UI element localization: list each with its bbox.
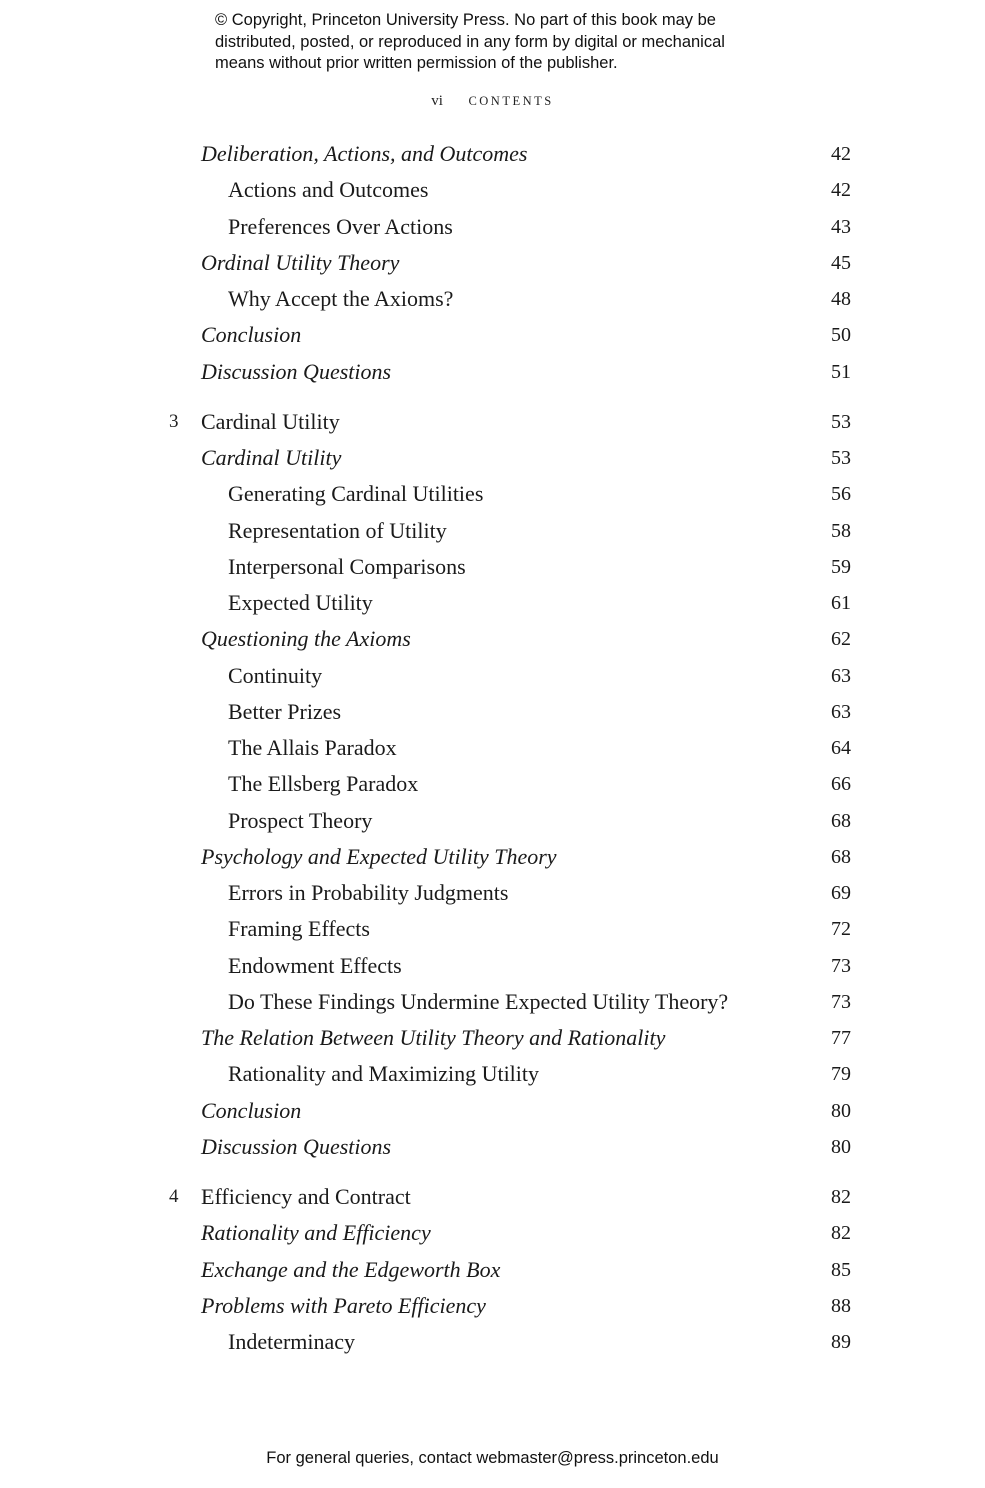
- toc-subsection-entry: [0, 212, 985, 242]
- toc-subsection-entry: [0, 588, 985, 618]
- toc-entry-title: Psychology and Expected Utility Theory: [201, 844, 557, 869]
- toc-entry-page: 59: [831, 556, 851, 578]
- toc-entry-page: 73: [831, 991, 851, 1013]
- toc-entry-title: Discussion Questions: [201, 359, 392, 384]
- toc-subsection-entry: [0, 1327, 985, 1357]
- toc-entry-page: 42: [831, 179, 851, 201]
- toc-entry-title: Efficiency and Contract: [201, 1184, 411, 1209]
- copyright-notice: [215, 10, 815, 75]
- toc-entry-page: 61: [831, 592, 851, 614]
- page-number: vi: [431, 93, 443, 109]
- toc-subsection-entry: [0, 733, 985, 763]
- toc-entry-title: Rationality and Maximizing Utility: [228, 1061, 540, 1086]
- toc-entry-title: Questioning the Axioms: [201, 626, 411, 651]
- toc-entry-title: Representation of Utility: [228, 518, 447, 543]
- toc-chapter-number: 4: [169, 1186, 179, 1207]
- toc-entry-page: 53: [831, 411, 851, 433]
- toc-section-entry: [0, 842, 985, 872]
- toc-entry-page: 58: [831, 520, 851, 542]
- toc-chapter-number: 3: [169, 411, 179, 432]
- toc-entry-title: Generating Cardinal Utilities: [228, 481, 484, 506]
- toc-entry-page: 63: [831, 701, 851, 723]
- toc-entry-page: 82: [831, 1186, 851, 1208]
- toc-entry-title: Exchange and the Edgeworth Box: [201, 1257, 501, 1282]
- toc-entry-page: 80: [831, 1100, 851, 1122]
- toc-entry-page: 85: [831, 1259, 851, 1281]
- running-head: [0, 93, 985, 110]
- toc-section-entry: [0, 624, 985, 654]
- toc-section-entry: [0, 139, 985, 169]
- toc-section-entry: [0, 1291, 985, 1321]
- toc-entry-title: Cardinal Utility: [201, 445, 342, 470]
- copyright-line: © Copyright, Princeton University Press. No part of this book may be: [215, 11, 716, 29]
- toc-entry-title: Preferences Over Actions: [228, 214, 453, 239]
- toc-entry-page: 53: [831, 447, 851, 469]
- toc-entry-title: Conclusion: [201, 322, 302, 347]
- toc-entry-title: Discussion Questions: [201, 1134, 392, 1159]
- toc-section-entry: [0, 320, 985, 350]
- toc-entry-page: 66: [831, 773, 851, 795]
- toc-section-entry: [0, 248, 985, 278]
- toc-entry-page: 73: [831, 955, 851, 977]
- toc-entry-page: 43: [831, 216, 851, 238]
- toc-entry-page: 79: [831, 1063, 851, 1085]
- toc-entry-title: Do These Findings Undermine Expected Utility Theory?: [228, 989, 729, 1014]
- toc-entry-title: Ordinal Utility Theory: [201, 250, 400, 275]
- toc-entry-title: Why Accept the Axioms?: [228, 286, 454, 311]
- toc-entry-page: 56: [831, 483, 851, 505]
- toc-section-entry: [0, 357, 985, 387]
- toc-entry-title: Actions and Outcomes: [228, 177, 429, 202]
- toc-entry-title: Continuity: [228, 663, 323, 688]
- toc-subsection-entry: [0, 516, 985, 546]
- toc-entry-page: 72: [831, 918, 851, 940]
- toc-entry-page: 64: [831, 737, 851, 759]
- toc-section-entry: [0, 443, 985, 473]
- toc-entry-title: The Ellsberg Paradox: [228, 771, 419, 796]
- toc-subsection-entry: [0, 479, 985, 509]
- toc-entry-title: Prospect Theory: [228, 808, 373, 833]
- toc-entry-title: Cardinal Utility: [201, 409, 340, 434]
- running-head-label: CONTENTS: [468, 94, 554, 108]
- toc-entry-title: Framing Effects: [228, 916, 370, 941]
- toc-subsection-entry: [0, 769, 985, 799]
- toc-subsection-entry: [0, 661, 985, 691]
- toc-subsection-entry: [0, 284, 985, 314]
- copyright-line: means without prior written permission of the publisher.: [215, 54, 618, 72]
- toc-entry-page: 77: [831, 1027, 851, 1049]
- toc-subsection-entry: [0, 552, 985, 582]
- toc-chapter-entry: [0, 407, 985, 437]
- toc-section-entry: [0, 1255, 985, 1285]
- toc-entry-title: Conclusion: [201, 1098, 302, 1123]
- toc-section-entry: [0, 1023, 985, 1053]
- toc-entry-page: 48: [831, 288, 851, 310]
- toc-entry-page: 50: [831, 324, 851, 346]
- toc-chapter-entry: [0, 1182, 985, 1212]
- toc-subsection-entry: [0, 1059, 985, 1089]
- toc-subsection-entry: [0, 175, 985, 205]
- toc-section-entry: [0, 1096, 985, 1126]
- toc-entry-page: 89: [831, 1331, 851, 1353]
- toc-entry-page: 68: [831, 810, 851, 832]
- toc-entry-page: 68: [831, 846, 851, 868]
- toc-subsection-entry: [0, 878, 985, 908]
- toc-entry-page: 88: [831, 1295, 851, 1317]
- toc-entry-title: Better Prizes: [228, 699, 342, 724]
- toc-entry-page: 82: [831, 1222, 851, 1244]
- toc-subsection-entry: [0, 697, 985, 727]
- toc-entry-title: Rationality and Efficiency: [201, 1220, 431, 1245]
- toc-entry-page: 63: [831, 665, 851, 687]
- toc-section-entry: [0, 1218, 985, 1248]
- toc-entry-title: The Allais Paradox: [228, 735, 397, 760]
- toc-entry-title: Indeterminacy: [228, 1329, 356, 1354]
- toc-entry-page: 51: [831, 361, 851, 383]
- toc-entry-title: Interpersonal Comparisons: [228, 554, 466, 579]
- toc-entry-page: 62: [831, 628, 851, 650]
- toc-section-entry: [0, 1132, 985, 1162]
- toc-subsection-entry: [0, 806, 985, 836]
- toc-subsection-entry: [0, 951, 985, 981]
- toc-entry-title: The Relation Between Utility Theory and Rationality: [201, 1025, 666, 1050]
- toc-entry-title: Problems with Pareto Efficiency: [201, 1293, 486, 1318]
- toc-entry-title: Deliberation, Actions, and Outcomes: [201, 141, 528, 166]
- toc-entry-page: 45: [831, 252, 851, 274]
- toc-entry-page: 69: [831, 882, 851, 904]
- toc-subsection-entry: [0, 987, 985, 1017]
- footer-contact: For general queries, contact webmaster@press.princeton.edu: [266, 1449, 719, 1467]
- toc-entry-title: Expected Utility: [228, 590, 373, 615]
- copyright-line: distributed, posted, or reproduced in any form by digital or mechanical: [215, 32, 725, 51]
- toc-entry-page: 42: [831, 143, 851, 165]
- toc-entry-title: Endowment Effects: [228, 953, 402, 978]
- toc-subsection-entry: [0, 914, 985, 944]
- toc-entry-page: 80: [831, 1136, 851, 1158]
- toc-entry-title: Errors in Probability Judgments: [228, 880, 509, 905]
